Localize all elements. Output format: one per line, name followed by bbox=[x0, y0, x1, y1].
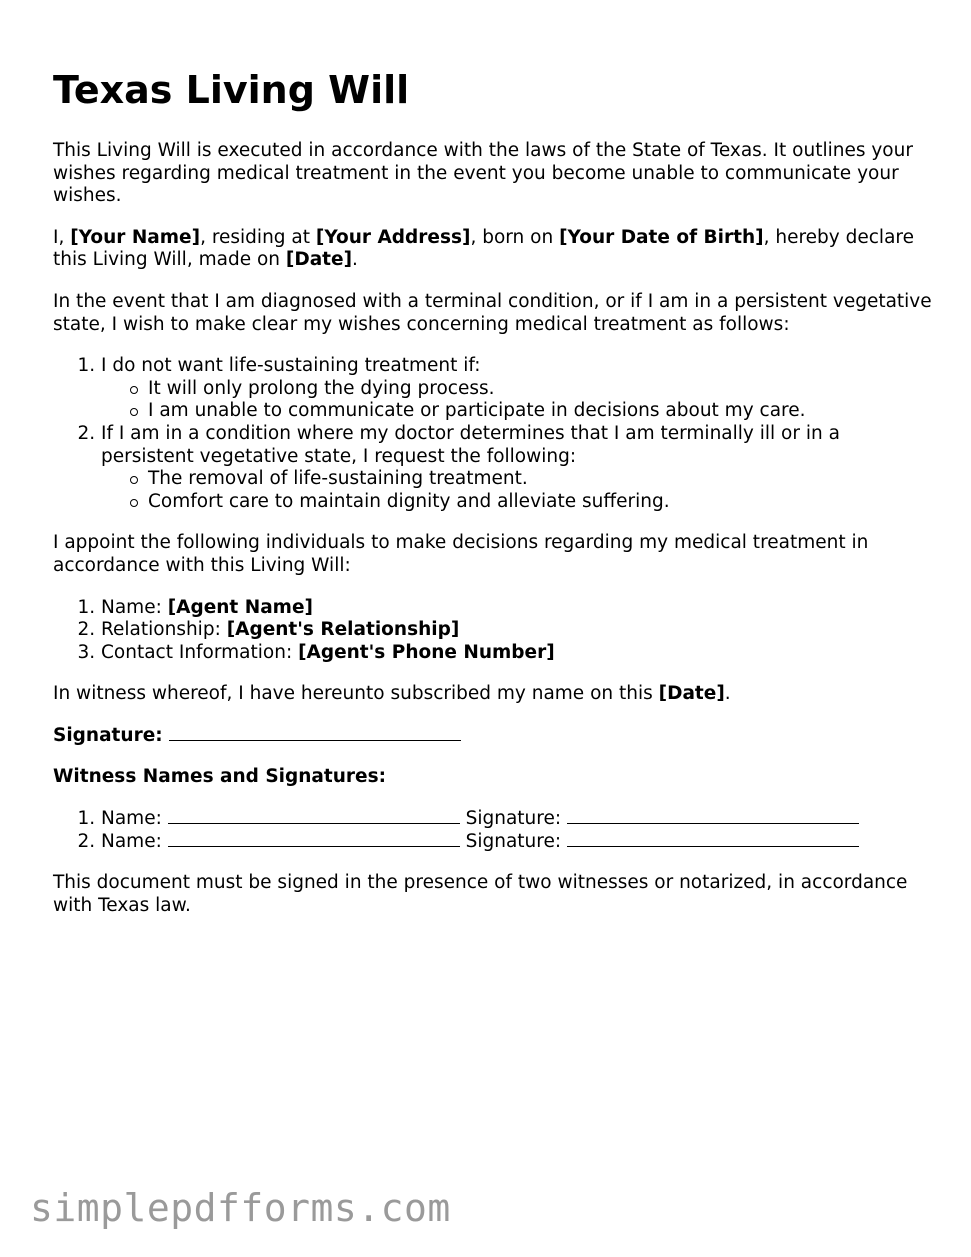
list-item: 2. Name: Signature: bbox=[101, 831, 933, 854]
witness-signature-blank[interactable] bbox=[567, 808, 859, 824]
footer-note: This document must be signed in the presence of two witnesses or notarized, in accordance with Texas law. bbox=[53, 872, 908, 916]
agent-list bbox=[53, 597, 933, 665]
signature-label: Signature: bbox=[53, 724, 163, 746]
witness-name-blank[interactable] bbox=[168, 831, 460, 847]
condition-paragraph: In the event that I am diagnosed with a terminal condition, or if I am in a persistent vegetative state, I wish to make clear my wishes concerning medical treatment as follows: bbox=[53, 290, 932, 335]
address-placeholder: [Your Address] bbox=[315, 226, 471, 248]
intro-paragraph: This Living Will is executed in accordance with the laws of the State of Texas. It outlines your wishes regarding medical treatment in the event you become unable to communicate your wishes. bbox=[53, 140, 913, 207]
date-placeholder: [Date] bbox=[285, 249, 353, 271]
list-item: It will only prolong the dying process. bbox=[148, 378, 933, 401]
witness-statement: In witness whereof, I have hereunto subscribed my name on this [Date]. bbox=[53, 683, 731, 705]
list-item: I am unable to communicate or participate in decisions about my care. bbox=[148, 400, 933, 423]
wishes-list bbox=[53, 355, 933, 513]
list-item: 1. Name: Signature: bbox=[101, 808, 933, 831]
list-item: 1. I do not want life-sustaining treatment if: It will only prolong the dying process. I am unable to communicate or participate in decisions about my care. bbox=[101, 355, 933, 423]
dob-placeholder: [Your Date of Birth] bbox=[559, 226, 764, 248]
list-item: 1. Name: [Agent Name] bbox=[101, 597, 933, 620]
document-body bbox=[53, 140, 933, 936]
list-item: 3. Contact Information: [Agent's Phone Number] bbox=[101, 642, 933, 665]
signature-line bbox=[53, 725, 933, 748]
witness-heading: Witness Names and Signatures: bbox=[53, 766, 387, 788]
witness-signature-blank[interactable] bbox=[567, 831, 859, 847]
witness-name-blank[interactable] bbox=[168, 808, 460, 824]
sub-list bbox=[101, 378, 933, 423]
signature-blank[interactable] bbox=[169, 725, 461, 741]
name-placeholder: [Your Name] bbox=[70, 226, 201, 248]
declaration-paragraph: I, [Your Name], residing at [Your Address], born on [Your Date of Birth], hereby declare this Living Will, made on [Date]. bbox=[53, 226, 914, 271]
watermark: simplepdfforms.com bbox=[30, 1186, 451, 1230]
sub-list bbox=[101, 468, 933, 513]
appoint-paragraph: I appoint the following individuals to make decisions regarding my medical treatment in accordance with this Living Will: bbox=[53, 532, 869, 576]
list-item: 2. If I am in a condition where my doctor determines that I am terminally ill or in a persistent vegetative state, I request the following: The removal of life-sustaining treatment. Comfort care to maintain dignity and alleviate suffering. bbox=[101, 423, 933, 513]
document-title: Texas Living Will bbox=[53, 68, 410, 112]
list-item: Comfort care to maintain dignity and alleviate suffering. bbox=[148, 491, 933, 514]
list-item: The removal of life-sustaining treatment. bbox=[148, 468, 933, 491]
list-item: 2. Relationship: [Agent's Relationship] bbox=[101, 619, 933, 642]
witness-list bbox=[53, 808, 933, 853]
